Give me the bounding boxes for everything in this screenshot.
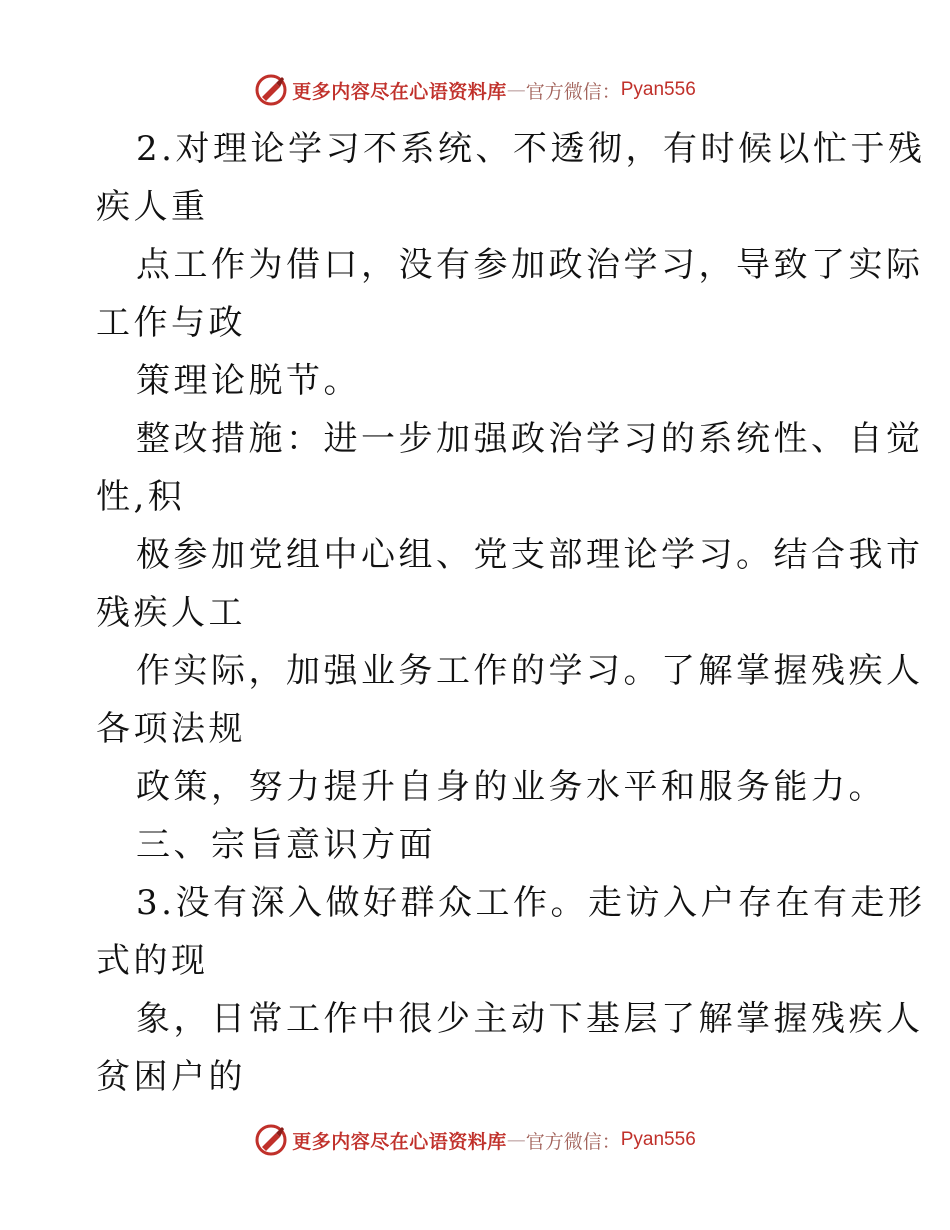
text-line: 疾人重 [96,187,209,227]
banner-separator: — [506,1129,526,1151]
quill-pen-logo-icon [254,1123,288,1157]
banner-title: 更多内容尽在心语资料库 [292,1130,507,1153]
banner-wechat-id: Pyan556 [620,1129,696,1150]
paragraph [96,526,924,642]
header-banner [0,70,950,110]
text-line: 整改措施：进一步加强政治学习的系统性、自觉 [136,419,924,459]
text-line: 象，日常工作中很少主动下基层了解掌握残疾人 [136,999,924,1039]
paragraph [96,352,856,410]
text-line: 三、宗旨意识方面 [136,825,436,865]
text-line: 工作与政 [96,303,246,343]
footer-banner [0,1120,950,1160]
banner-title: 更多内容尽在心语资料库 [292,80,507,103]
text-line: 贫困户的 [96,1057,246,1097]
document-body [96,120,926,1106]
text-line: 策理论脱节。 [136,361,361,401]
text-line: 各项法规 [96,709,246,749]
text-line: 2.对理论学习不系统、不透彻，有时候以忙于残 [136,129,926,169]
text-line: 3.没有深入做好群众工作。走访入户存在有走形 [136,883,926,923]
banner-wechat-label: 官方微信： [525,80,621,103]
banner-wechat-label: 官方微信： [525,1130,621,1153]
section-heading [96,816,856,874]
text-line: 性,积 [96,477,186,517]
text-line: 作实际，加强业务工作的学习。了解掌握残疾人 [136,651,924,691]
banner-separator: — [506,79,526,101]
text-line: 点工作为借口，没有参加政治学习，导致了实际 [136,245,924,285]
paragraph [96,758,886,816]
banner-wechat-id: Pyan556 [620,79,696,100]
text-line: 政策，努力提升自身的业务水平和服务能力。 [136,767,886,807]
paragraph [96,410,924,526]
paragraph [96,874,926,990]
quill-pen-logo-icon [254,73,288,107]
text-line: 式的现 [96,941,209,981]
paragraph [96,120,926,236]
paragraph [96,236,924,352]
text-line: 极参加党组中心组、党支部理论学习。结合我市 [136,535,924,575]
paragraph [96,642,924,758]
paragraph [96,990,924,1106]
text-line: 残疾人工 [96,593,246,633]
